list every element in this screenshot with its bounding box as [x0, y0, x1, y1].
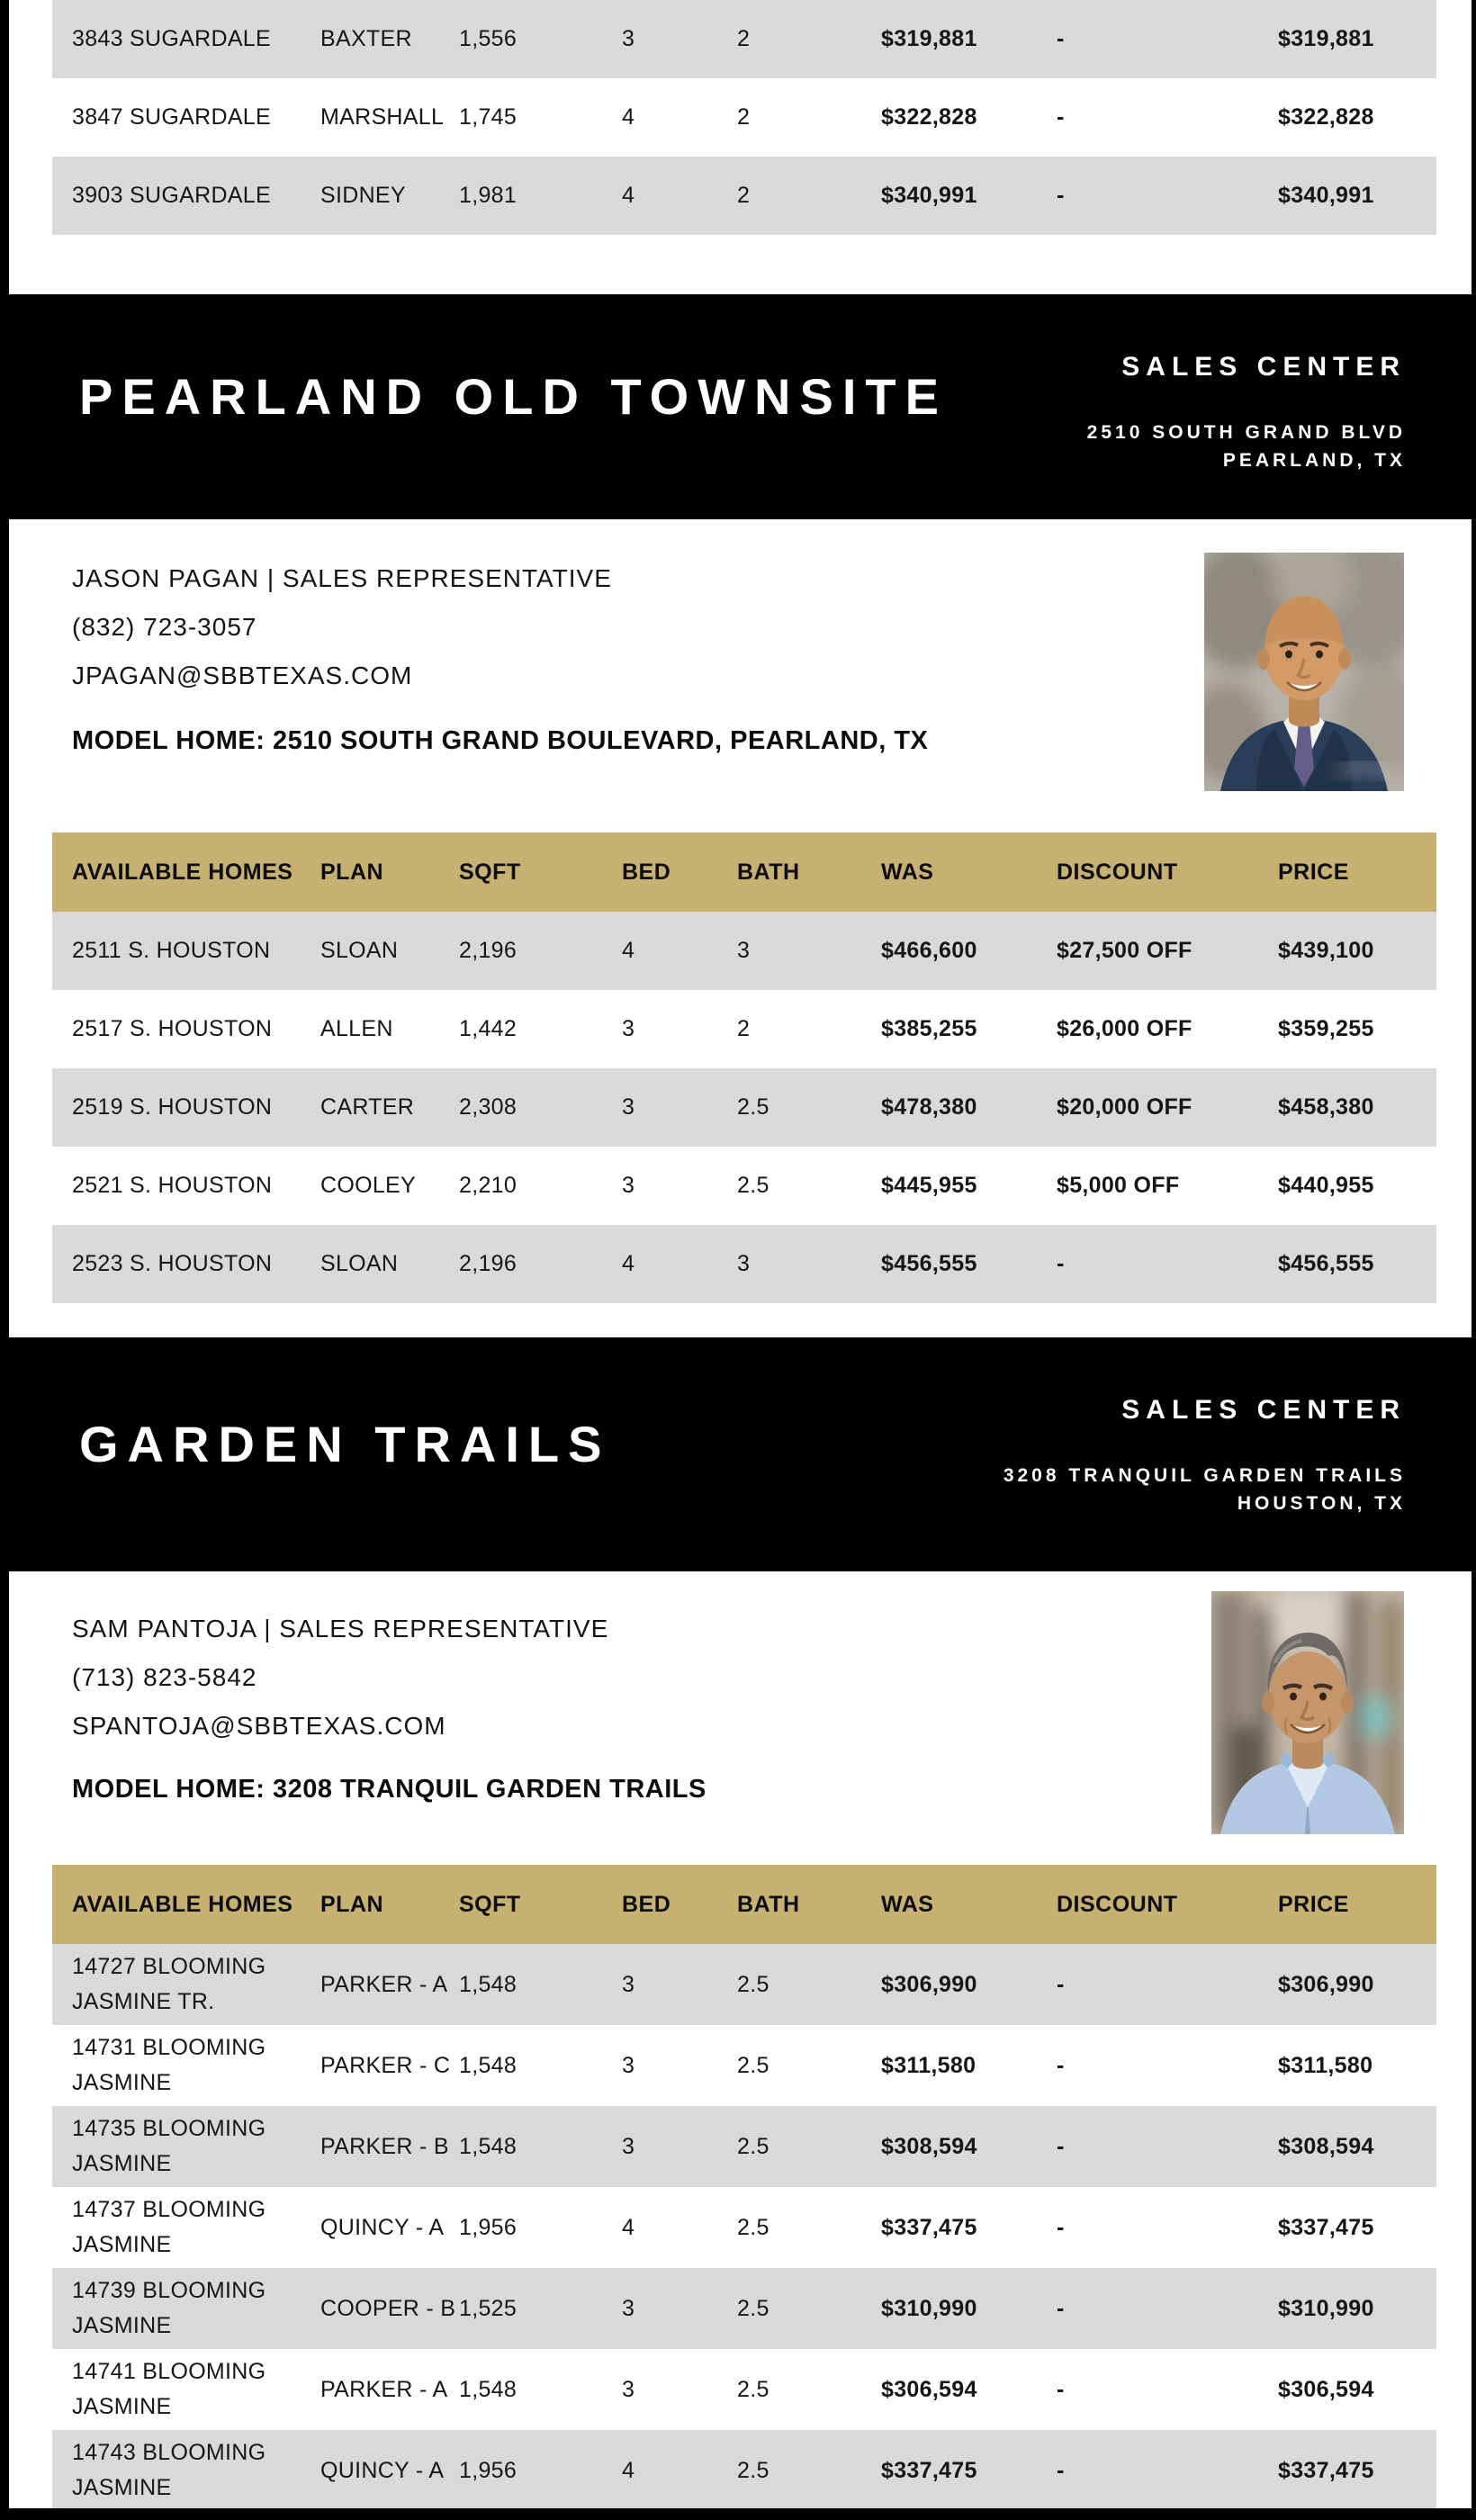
cell-bed: 4 [622, 157, 737, 235]
table-row [52, 990, 1436, 1068]
page-left-border [0, 0, 9, 2520]
cell-plan: PARKER - C [320, 2025, 459, 2106]
column-header-was: WAS [881, 1865, 1057, 1944]
table-header-row [52, 1865, 1436, 1944]
cell-address: 3843 SUGARDALE [52, 0, 320, 78]
sales-center-address-line2: HOUSTON, TX [1237, 1493, 1406, 1514]
cell-sqft: 1,548 [459, 2349, 622, 2430]
cell-discount: $20,000 OFF [1057, 1068, 1278, 1147]
cell-address: 2523 S. HOUSTON [52, 1225, 320, 1303]
cell-discount: $5,000 OFF [1057, 1147, 1278, 1225]
table-row [52, 2025, 1436, 2106]
cell-was: $306,990 [881, 1944, 1057, 2025]
cell-price: $337,475 [1278, 2430, 1436, 2511]
cell-plan: PARKER - A [320, 2349, 459, 2430]
table-row [52, 912, 1436, 990]
cell-was: $466,600 [881, 912, 1057, 990]
cell-address: 2519 S. HOUSTON [52, 1068, 320, 1147]
cell-discount: - [1057, 2025, 1278, 2106]
sales-center-label: SALES CENTER [1121, 352, 1406, 382]
cell-discount: - [1057, 2106, 1278, 2187]
cell-bed: 4 [622, 78, 737, 157]
rep-name: JASON PAGAN | SALES REPRESENTATIVE [72, 564, 612, 592]
cell-bed: 3 [622, 2268, 737, 2349]
sales-rep-block-garden-trails [0, 1571, 1476, 1865]
cell-plan: ALLEN [320, 990, 459, 1068]
column-header-sqft: SQFT [459, 1865, 622, 1944]
cell-was: $311,580 [881, 2025, 1057, 2106]
cell-plan: BAXTER [320, 0, 459, 78]
column-header-bath: BATH [737, 832, 881, 912]
cell-was: $445,955 [881, 1147, 1057, 1225]
cell-price: $322,828 [1278, 78, 1436, 157]
garden-trails-available-homes-table [52, 1865, 1436, 2511]
cell-bath: 2.5 [737, 1944, 881, 2025]
rep-email: JPAGAN@SBBTEXAS.COM [72, 662, 413, 689]
cell-bath: 2 [737, 990, 881, 1068]
cell-price: $319,881 [1278, 0, 1436, 78]
cell-bed: 3 [622, 990, 737, 1068]
cell-bed: 3 [622, 1944, 737, 2025]
cell-was: $337,475 [881, 2430, 1057, 2511]
rep-phone: (832) 723-3057 [72, 613, 257, 641]
table-row [52, 1944, 1436, 2025]
cell-bath: 2.5 [737, 2268, 881, 2349]
cell-plan: COOLEY [320, 1147, 459, 1225]
column-header-price: PRICE [1278, 1865, 1436, 1944]
table-header-row [52, 832, 1436, 912]
community-title: PEARLAND OLD TOWNSITE [79, 367, 948, 425]
cell-sqft: 1,745 [459, 78, 622, 157]
table-row [52, 78, 1436, 157]
cell-price: $458,380 [1278, 1068, 1436, 1147]
table-row [52, 1147, 1436, 1225]
page-right-border [1472, 0, 1476, 2520]
cell-price: $439,100 [1278, 912, 1436, 990]
cell-plan: QUINCY - A [320, 2187, 459, 2268]
cell-price: $306,594 [1278, 2349, 1436, 2430]
cell-bath: 2.5 [737, 1147, 881, 1225]
cell-bath: 2 [737, 0, 881, 78]
cell-plan: QUINCY - A [320, 2430, 459, 2511]
cell-sqft: 1,548 [459, 2106, 622, 2187]
cell-bath: 3 [737, 1225, 881, 1303]
cell-plan: COOPER - B [320, 2268, 459, 2349]
cell-bed: 4 [622, 912, 737, 990]
cell-bed: 3 [622, 0, 737, 78]
cell-address: 2517 S. HOUSTON [52, 990, 320, 1068]
cell-sqft: 1,556 [459, 0, 622, 78]
cell-price: $306,990 [1278, 1944, 1436, 2025]
cell-discount: - [1057, 1944, 1278, 2025]
community-title: GARDEN TRAILS [79, 1415, 611, 1472]
cell-sqft: 1,525 [459, 2268, 622, 2349]
cell-was: $322,828 [881, 78, 1057, 157]
cell-plan: PARKER - B [320, 2106, 459, 2187]
cell-was: $478,380 [881, 1068, 1057, 1147]
pearland-available-homes-table [52, 832, 1436, 1303]
column-header-was: WAS [881, 832, 1057, 912]
cell-was: $456,555 [881, 1225, 1057, 1303]
cell-discount: - [1057, 2430, 1278, 2511]
column-header-bath: BATH [737, 1865, 881, 1944]
table-row [52, 2106, 1436, 2187]
cell-was: $337,475 [881, 2187, 1057, 2268]
cell-price: $440,955 [1278, 1147, 1436, 1225]
rep-phone: (713) 823-5842 [72, 1663, 257, 1691]
rep-name: SAM PANTOJA | SALES REPRESENTATIVE [72, 1615, 609, 1642]
cell-address: 14735 BLOOMING JASMINE [52, 2106, 320, 2187]
model-home-address: MODEL HOME: 3208 TRANQUIL GARDEN TRAILS [72, 1775, 706, 1804]
sales-center-label: SALES CENTER [1121, 1395, 1406, 1425]
cell-address: 3847 SUGARDALE [52, 78, 320, 157]
cell-address: 2511 S. HOUSTON [52, 912, 320, 990]
rep-email: SPANTOJA@SBBTEXAS.COM [72, 1712, 446, 1740]
cell-sqft: 1,442 [459, 990, 622, 1068]
column-header-sqft: SQFT [459, 832, 622, 912]
column-header-bed: BED [622, 1865, 737, 1944]
cell-discount: - [1057, 157, 1278, 235]
cell-address: 14737 BLOOMING JASMINE [52, 2187, 320, 2268]
cell-price: $340,991 [1278, 157, 1436, 235]
cell-price: $337,475 [1278, 2187, 1436, 2268]
cell-bed: 3 [622, 1068, 737, 1147]
next-banner-edge [0, 2508, 1476, 2520]
cell-was: $308,594 [881, 2106, 1057, 2187]
cell-address: 2521 S. HOUSTON [52, 1147, 320, 1225]
table-row [52, 2430, 1436, 2511]
cell-bed: 3 [622, 2349, 737, 2430]
cell-discount: - [1057, 1225, 1278, 1303]
cell-discount: - [1057, 2349, 1278, 2430]
table-row [52, 1068, 1436, 1147]
cell-bed: 4 [622, 1225, 737, 1303]
cell-bath: 2 [737, 157, 881, 235]
cell-plan: SIDNEY [320, 157, 459, 235]
cell-price: $311,580 [1278, 2025, 1436, 2106]
cell-address: 3903 SUGARDALE [52, 157, 320, 235]
cell-discount: - [1057, 78, 1278, 157]
cell-discount: - [1057, 0, 1278, 78]
cell-discount: $26,000 OFF [1057, 990, 1278, 1068]
cell-sqft: 1,956 [459, 2187, 622, 2268]
community-banner-pearland [0, 294, 1476, 519]
cell-bed: 3 [622, 2106, 737, 2187]
cell-was: $385,255 [881, 990, 1057, 1068]
rep-photo-jason-pagan [1204, 553, 1404, 791]
cell-plan: SLOAN [320, 912, 459, 990]
cell-address: 14727 BLOOMING JASMINE TR. [52, 1944, 320, 2025]
cell-bath: 2.5 [737, 2349, 881, 2430]
spacer [0, 235, 1476, 294]
column-header-discount: DISCOUNT [1057, 1865, 1278, 1944]
cell-bed: 4 [622, 2430, 737, 2511]
cell-bath: 2.5 [737, 2430, 881, 2511]
sales-rep-block-pearland [0, 519, 1476, 832]
table-row [52, 2349, 1436, 2430]
spacer [0, 1303, 1476, 1337]
sales-center-address-line2: PEARLAND, TX [1222, 450, 1406, 471]
cell-bath: 2.5 [737, 1068, 881, 1147]
sales-center-address-line1: 2510 SOUTH GRAND BLVD [1086, 422, 1406, 443]
cell-sqft: 1,981 [459, 157, 622, 235]
column-header-discount: DISCOUNT [1057, 832, 1278, 912]
cell-bath: 2.5 [737, 2025, 881, 2106]
table-row [52, 0, 1436, 78]
cell-plan: SLOAN [320, 1225, 459, 1303]
cell-was: $340,991 [881, 157, 1057, 235]
cell-price: $310,990 [1278, 2268, 1436, 2349]
table-row [52, 157, 1436, 235]
cell-sqft: 2,210 [459, 1147, 622, 1225]
cell-bath: 3 [737, 912, 881, 990]
cell-price: $308,594 [1278, 2106, 1436, 2187]
cell-bed: 3 [622, 2025, 737, 2106]
community-banner-garden-trails [0, 1337, 1476, 1571]
cell-sqft: 1,956 [459, 2430, 622, 2511]
sales-center-address-line1: 3208 TRANQUIL GARDEN TRAILS [1003, 1465, 1406, 1486]
community-section-garden-trails [0, 1337, 1476, 2511]
cell-price: $359,255 [1278, 990, 1436, 1068]
rep-photo-sam-pantoja [1211, 1591, 1404, 1834]
column-header-bed: BED [622, 832, 737, 912]
cell-sqft: 2,308 [459, 1068, 622, 1147]
cell-bed: 4 [622, 2187, 737, 2268]
cell-price: $456,555 [1278, 1225, 1436, 1303]
cell-plan: MARSHALL [320, 78, 459, 157]
cell-address: 14741 BLOOMING JASMINE [52, 2349, 320, 2430]
table-row [52, 2268, 1436, 2349]
column-header-available-homes: AVAILABLE HOMES [52, 1865, 320, 1944]
table-row [52, 2187, 1436, 2268]
cell-plan: PARKER - A [320, 1944, 459, 2025]
column-header-plan: PLAN [320, 832, 459, 912]
cell-discount: - [1057, 2187, 1278, 2268]
model-home-address: MODEL HOME: 2510 SOUTH GRAND BOULEVARD, PEARLAND, TX [72, 726, 929, 755]
community-section-pearland-old-townsite [0, 294, 1476, 1303]
cell-was: $319,881 [881, 0, 1057, 78]
cell-sqft: 2,196 [459, 912, 622, 990]
cell-was: $306,594 [881, 2349, 1057, 2430]
cell-address: 14739 BLOOMING JASMINE [52, 2268, 320, 2349]
cell-address: 14743 BLOOMING JASMINE [52, 2430, 320, 2511]
column-header-price: PRICE [1278, 832, 1436, 912]
cell-sqft: 2,196 [459, 1225, 622, 1303]
cell-sqft: 1,548 [459, 1944, 622, 2025]
cell-was: $310,990 [881, 2268, 1057, 2349]
cell-address: 14731 BLOOMING JASMINE [52, 2025, 320, 2106]
cell-discount: $27,500 OFF [1057, 912, 1278, 990]
column-header-plan: PLAN [320, 1865, 459, 1944]
cell-bath: 2.5 [737, 2106, 881, 2187]
cell-bed: 3 [622, 1147, 737, 1225]
cell-plan: CARTER [320, 1068, 459, 1147]
cell-bath: 2.5 [737, 2187, 881, 2268]
cell-sqft: 1,548 [459, 2025, 622, 2106]
column-header-available-homes: AVAILABLE HOMES [52, 832, 320, 912]
cell-bath: 2 [737, 78, 881, 157]
cell-discount: - [1057, 2268, 1278, 2349]
previous-community-table-fragment [52, 0, 1436, 235]
table-row [52, 1225, 1436, 1303]
